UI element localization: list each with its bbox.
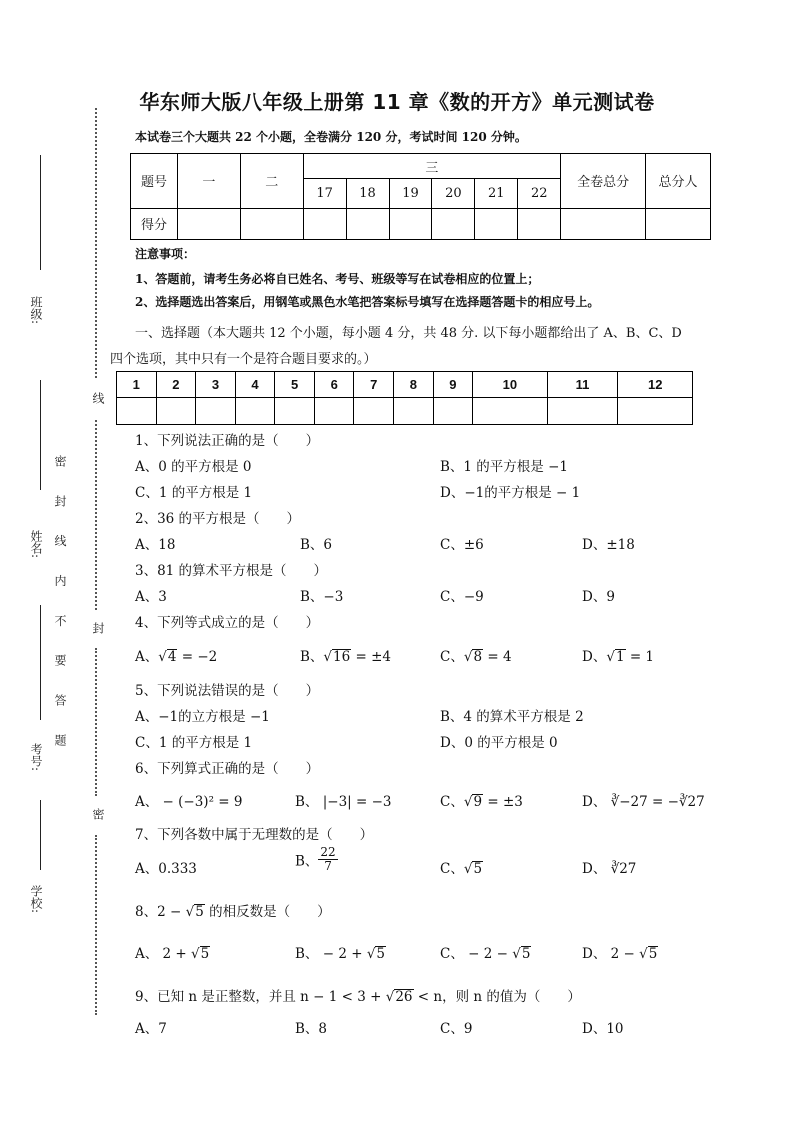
col-total: 全卷总分 — [561, 154, 646, 209]
answer-number: 1 — [117, 372, 157, 398]
radicand: 5 — [200, 946, 210, 962]
score-cell[interactable] — [346, 208, 389, 239]
option-letter: C、 — [440, 794, 464, 810]
seal-dotted-line — [95, 420, 97, 610]
name-blank-line — [40, 380, 41, 490]
answer-cell[interactable] — [117, 398, 157, 425]
answer-cell[interactable] — [275, 398, 315, 425]
question-2-stem: 2、36 的平方根是（ ） — [135, 511, 301, 527]
radicand: 16 — [333, 649, 351, 665]
radicand: 1 — [615, 649, 625, 665]
answer-cell[interactable] — [235, 398, 275, 425]
answer-number: 12 — [618, 372, 693, 398]
answer-number: 8 — [394, 372, 434, 398]
section-1-heading: 一、选择题（本大题共 12 个小题，每小题 4 分，共 48 分. 以下每小题都给出了 A、B、C、D — [135, 326, 682, 341]
stem-text: 的相反数是（ ） — [204, 904, 331, 920]
question-1-stem: 1、下列说法正确的是（ ） — [135, 433, 320, 449]
question-9-stem: 9、已知 n 是正整数，并且 n − 1 < 3 + √26 < n，则 n 的值为（ ） — [135, 989, 581, 1005]
sub-col: 19 — [389, 179, 432, 208]
sub-col: 17 — [303, 179, 346, 208]
question-7-option-b — [295, 846, 338, 873]
page-title: 华东师大版八年级上册第 11 章《数的开方》单元测试卷 — [139, 90, 655, 114]
option-rest: = ±3 — [483, 794, 523, 810]
question-2-option-b: B、6 — [300, 537, 333, 553]
col-scorer: 总分人 — [646, 154, 711, 209]
option-rest: = ±4 — [351, 649, 392, 665]
radicand: 5 — [376, 946, 386, 962]
sub-col: 21 — [475, 179, 518, 208]
row-label-question: 题号 — [131, 154, 178, 209]
seal-xian: 线 — [91, 392, 105, 404]
answer-cell[interactable] — [433, 398, 473, 425]
answer-number: 10 — [473, 372, 547, 398]
option-letter: C、 — [440, 861, 464, 877]
question-1-option-a: A、0 的平方根是 0 — [135, 459, 252, 475]
question-1-option-b: B、1 的平方根是 −1 — [440, 459, 568, 475]
option-rest: = 4 — [483, 649, 512, 665]
answer-number: 5 — [275, 372, 315, 398]
question-4-option-c: C、√8 = 4 — [440, 649, 512, 665]
question-8-stem: 8、2 − √5 的相反数是（ ） — [135, 904, 331, 920]
option-letter: A、 — [135, 649, 159, 665]
class-label: 班级: — [29, 296, 43, 325]
seal-text: 密 封 线 内 不 要 答 题 — [53, 455, 67, 758]
question-1-option-d: D、−1的平方根是 − 1 — [440, 485, 581, 501]
question-9-option-d: D、10 — [582, 1021, 624, 1037]
answer-number: 4 — [235, 372, 275, 398]
radicand: 8 — [473, 649, 483, 665]
exam-intro: 本试卷三个大题共 22 个小题，全卷满分 120 分，考试时间 120 分钟。 — [135, 130, 527, 144]
question-7-option-c: C、√5 — [440, 861, 483, 877]
seal-mi: 密 — [91, 808, 105, 820]
question-3-option-a: A、3 — [135, 589, 167, 605]
answer-cell[interactable] — [473, 398, 547, 425]
answer-number: 6 — [314, 372, 354, 398]
question-2-option-a: A、18 — [135, 537, 176, 553]
question-6-stem: 6、下列算式正确的是（ ） — [135, 761, 320, 777]
option-rest: = −2 — [177, 649, 218, 665]
question-8-option-a: A、 2 + √5 — [135, 946, 210, 962]
answer-cell[interactable] — [547, 398, 618, 425]
radicand: 5 — [473, 861, 483, 877]
col-section-3: 三 — [303, 154, 561, 179]
class-blank-line — [40, 155, 41, 270]
answer-cell[interactable] — [314, 398, 354, 425]
note-2: 2、选择题选出答案后，用钢笔或黑色水笔把答案标号填写在选择题答题卡的相应号上。 — [135, 295, 600, 309]
denominator: 7 — [324, 859, 332, 874]
stem-text: 8、2 − — [135, 904, 186, 920]
score-cell[interactable] — [646, 208, 711, 239]
question-3-option-b: B、−3 — [300, 589, 344, 605]
question-5-option-d: D、0 的平方根是 0 — [440, 735, 558, 751]
sub-col: 20 — [432, 179, 475, 208]
seal-dotted-line — [95, 108, 97, 378]
radicand: 5 — [195, 904, 204, 920]
question-6-option-b: B、 |−3| = −3 — [295, 794, 392, 810]
option-text: A、 2 + — [135, 946, 192, 962]
option-letter: B、 — [295, 853, 319, 870]
seal-feng: 封 — [91, 622, 105, 634]
question-2-option-d: D、±18 — [582, 537, 635, 553]
question-9-option-b: B、8 — [295, 1021, 328, 1037]
question-5-option-a: A、−1的立方根是 −1 — [135, 709, 270, 725]
answer-cell[interactable] — [618, 398, 693, 425]
score-cell[interactable] — [177, 208, 240, 239]
radicand: 26 — [395, 989, 413, 1005]
answer-cell[interactable] — [196, 398, 236, 425]
question-8-option-b: B、 − 2 + √5 — [295, 946, 386, 962]
answer-cell[interactable] — [354, 398, 394, 425]
option-letter: C、 — [440, 649, 464, 665]
answer-number: 11 — [547, 372, 618, 398]
question-7-option-d: D、 ∛27 — [582, 861, 637, 877]
question-6-option-c: C、√9 = ±3 — [440, 794, 523, 810]
question-4-option-d: D、√1 = 1 — [582, 649, 655, 665]
answer-number: 7 — [354, 372, 394, 398]
question-9-option-c: C、9 — [440, 1021, 473, 1037]
radicand: 9 — [473, 794, 483, 810]
score-cell[interactable] — [561, 208, 646, 239]
question-3-option-d: D、9 — [582, 589, 615, 605]
question-8-option-c: C、 − 2 − √5 — [440, 946, 531, 962]
question-7-option-a: A、0.333 — [135, 861, 197, 877]
question-8-option-d: D、 2 − √5 — [582, 946, 658, 962]
fraction — [318, 846, 337, 873]
option-letter: B、 — [300, 649, 324, 665]
question-1-option-c: C、1 的平方根是 1 — [135, 485, 253, 501]
answer-grid — [116, 371, 693, 425]
radicand: 4 — [167, 649, 177, 665]
question-7-stem: 7、下列各数中属于无理数的是（ ） — [135, 827, 374, 843]
score-cell[interactable] — [303, 208, 346, 239]
radicand: 5 — [521, 946, 531, 962]
score-cell[interactable] — [240, 208, 303, 239]
score-table — [130, 153, 711, 240]
question-3-option-c: C、−9 — [440, 589, 484, 605]
question-5-stem: 5、下列说法错误的是（ ） — [135, 683, 320, 699]
number-label: 考号: — [29, 743, 43, 772]
seal-dotted-line — [95, 835, 97, 1015]
question-4-option-b: B、√16 = ±4 — [300, 649, 392, 665]
stem-text: < n，则 n 的值为（ ） — [413, 989, 581, 1005]
option-text: D、 2 − — [582, 946, 640, 962]
school-blank-line — [40, 800, 41, 870]
score-cell[interactable] — [432, 208, 475, 239]
question-6-option-d: D、 ∛−27 = −∛27 — [582, 794, 705, 810]
option-rest: = 1 — [625, 649, 655, 665]
stem-text: 9、已知 n 是正整数，并且 n − 1 < 3 + — [135, 989, 386, 1005]
answer-number: 9 — [433, 372, 473, 398]
question-9-option-a: A、7 — [135, 1021, 167, 1037]
question-6-option-a: A、 − (−3)² = 9 — [135, 794, 243, 810]
answer-number: 2 — [156, 372, 196, 398]
option-text: C、 − 2 − — [440, 946, 513, 962]
question-4-stem: 4、下列等式成立的是（ ） — [135, 615, 320, 631]
col-section-2: 二 — [240, 154, 303, 209]
question-4-option-a: A、√4 = −2 — [135, 649, 218, 665]
school-label: 学校: — [29, 885, 43, 914]
score-cell[interactable] — [389, 208, 432, 239]
option-text: B、 − 2 + — [295, 946, 367, 962]
row-label-score: 得分 — [131, 208, 178, 239]
section-1-heading-cont: 四个选项，其中只有一个是符合题目要求的。） — [110, 352, 377, 367]
question-5-option-b: B、4 的算术平方根是 2 — [440, 709, 584, 725]
note-1: 1、答题前，请考生务必将自已姓名、考号、班级等写在试卷相应的位置上； — [135, 272, 540, 286]
score-cell[interactable] — [475, 208, 518, 239]
radicand: 5 — [648, 946, 658, 962]
sub-col: 18 — [346, 179, 389, 208]
answer-cell[interactable] — [394, 398, 434, 425]
option-letter: D、 — [582, 649, 607, 665]
notes-heading: 注意事项： — [135, 247, 196, 261]
seal-dotted-line — [95, 648, 97, 796]
sub-col: 22 — [518, 179, 561, 208]
score-cell[interactable] — [518, 208, 561, 239]
answer-cell[interactable] — [156, 398, 196, 425]
question-3-stem: 3、81 的算术平方根是（ ） — [135, 563, 328, 579]
name-label: 姓名: — [29, 530, 43, 559]
numerator: 22 — [320, 845, 336, 859]
col-section-1: 一 — [177, 154, 240, 209]
number-blank-line — [40, 605, 41, 720]
answer-number: 3 — [196, 372, 236, 398]
question-2-option-c: C、±6 — [440, 537, 484, 553]
question-5-option-c: C、1 的平方根是 1 — [135, 735, 253, 751]
